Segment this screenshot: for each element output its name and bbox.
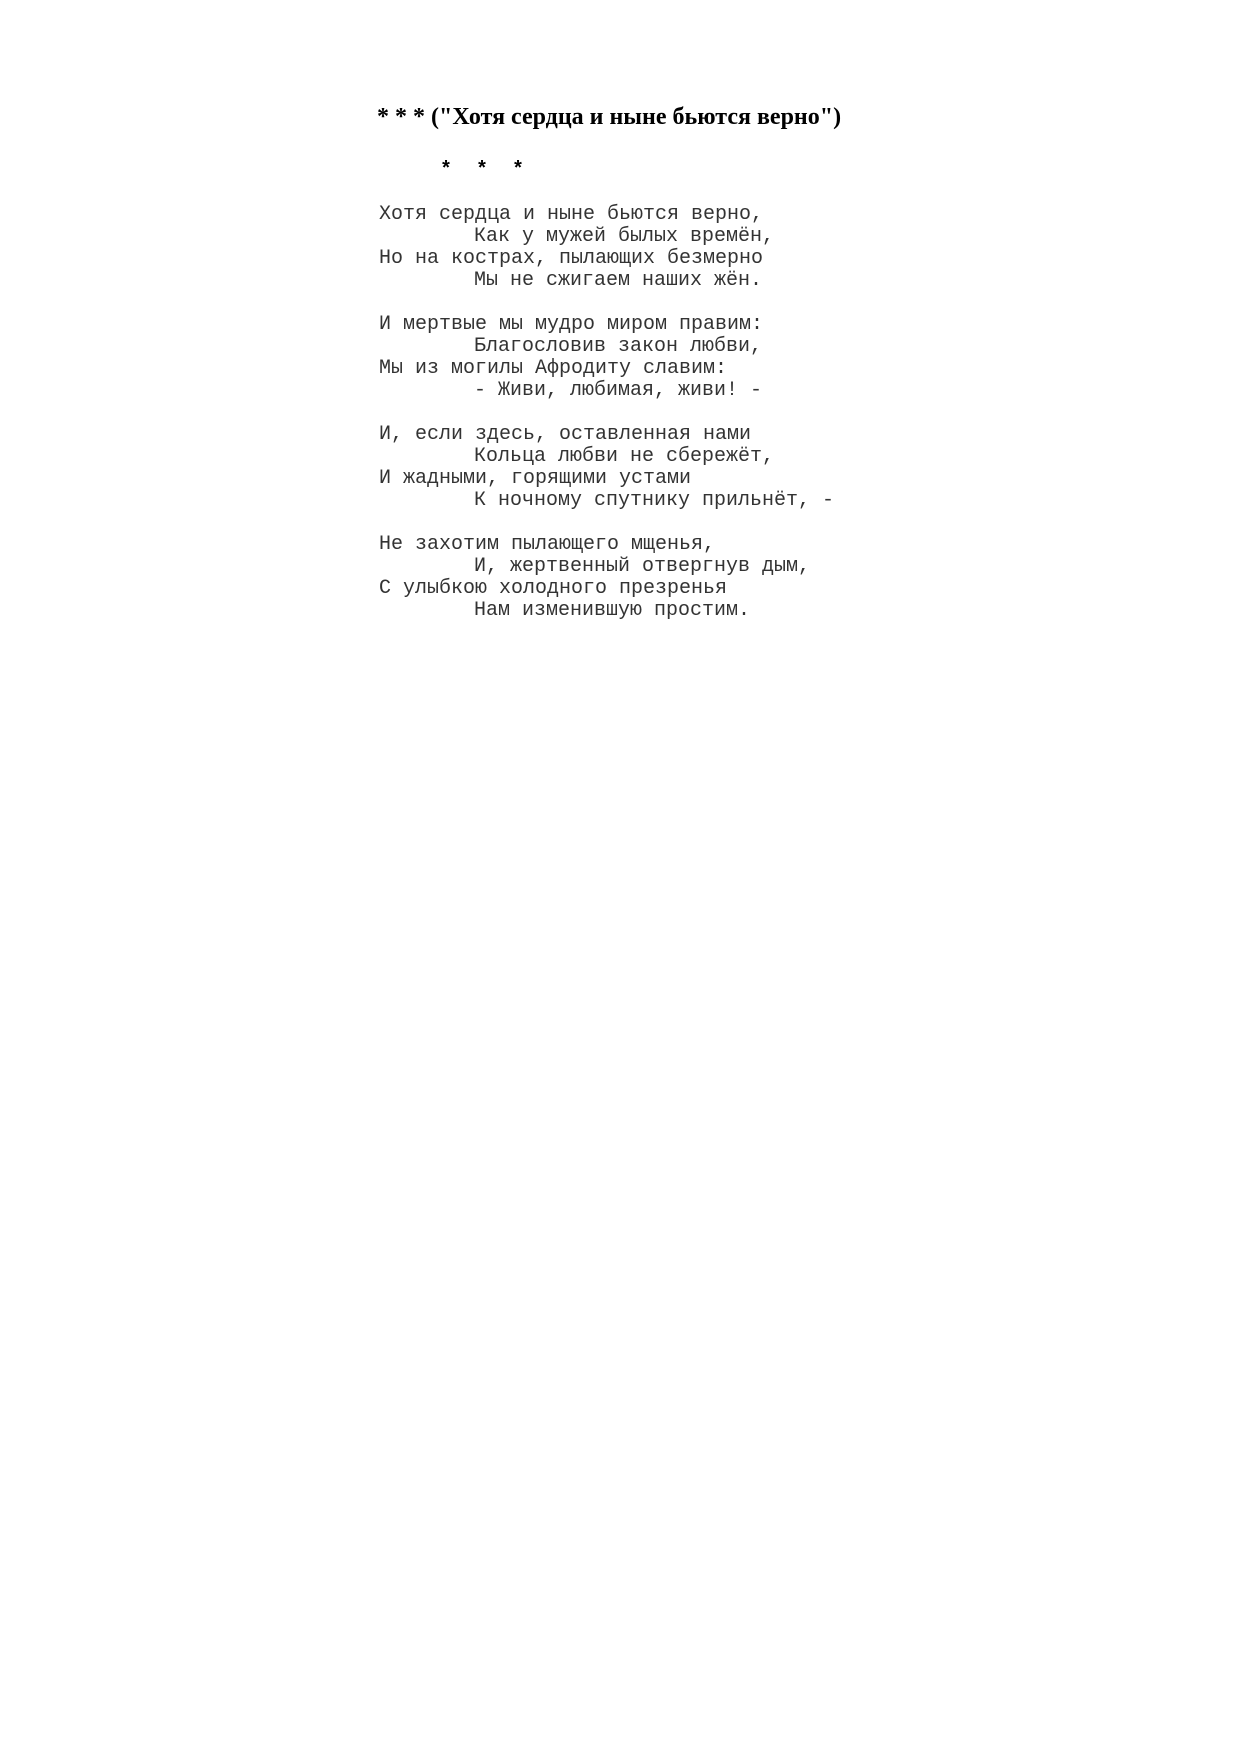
poem-line-indented: - Живи, любимая, живи! - xyxy=(474,379,763,402)
poem-line: С улыбкою холодного презренья xyxy=(379,577,728,600)
poem-line: Но на кострах, пылающих безмерно xyxy=(379,247,764,270)
poem-line: Мы из могилы Афродиту славим: xyxy=(379,357,728,380)
stanza-4 xyxy=(379,534,834,622)
poem-line: Не захотим пылающего мщенья, xyxy=(379,533,716,556)
stanza-3 xyxy=(379,424,834,512)
poem-line: И мертвые мы мудро миром правим: xyxy=(379,313,764,336)
poem-line: Хотя сердца и ныне бьются верно, xyxy=(379,203,764,226)
stanza-2 xyxy=(379,314,834,402)
poem-line: И жадными, горящими устами xyxy=(379,467,692,490)
poem-line-indented: К ночному спутнику прильнёт, - xyxy=(474,489,835,512)
poem-line-indented: Благословив закон любви, xyxy=(474,335,763,358)
poem-line-indented: Мы не сжигаем наших жён. xyxy=(474,269,763,292)
poem-body xyxy=(379,204,834,644)
section-stars: * * * xyxy=(440,159,525,182)
poem-title: * * * ("Хотя сердца и ныне бьются верно") xyxy=(377,104,842,130)
poem-line-indented: Как у мужей былых времён, xyxy=(474,225,775,248)
poem-line: И, если здесь, оставленная нами xyxy=(379,423,752,446)
stanza-1 xyxy=(379,204,834,292)
poem-line-indented: Кольца любви не сбережёт, xyxy=(474,445,775,468)
poem-line-indented: Нам изменившую простим. xyxy=(474,599,751,622)
poem-line-indented: И, жертвенный отвергнув дым, xyxy=(474,555,811,578)
